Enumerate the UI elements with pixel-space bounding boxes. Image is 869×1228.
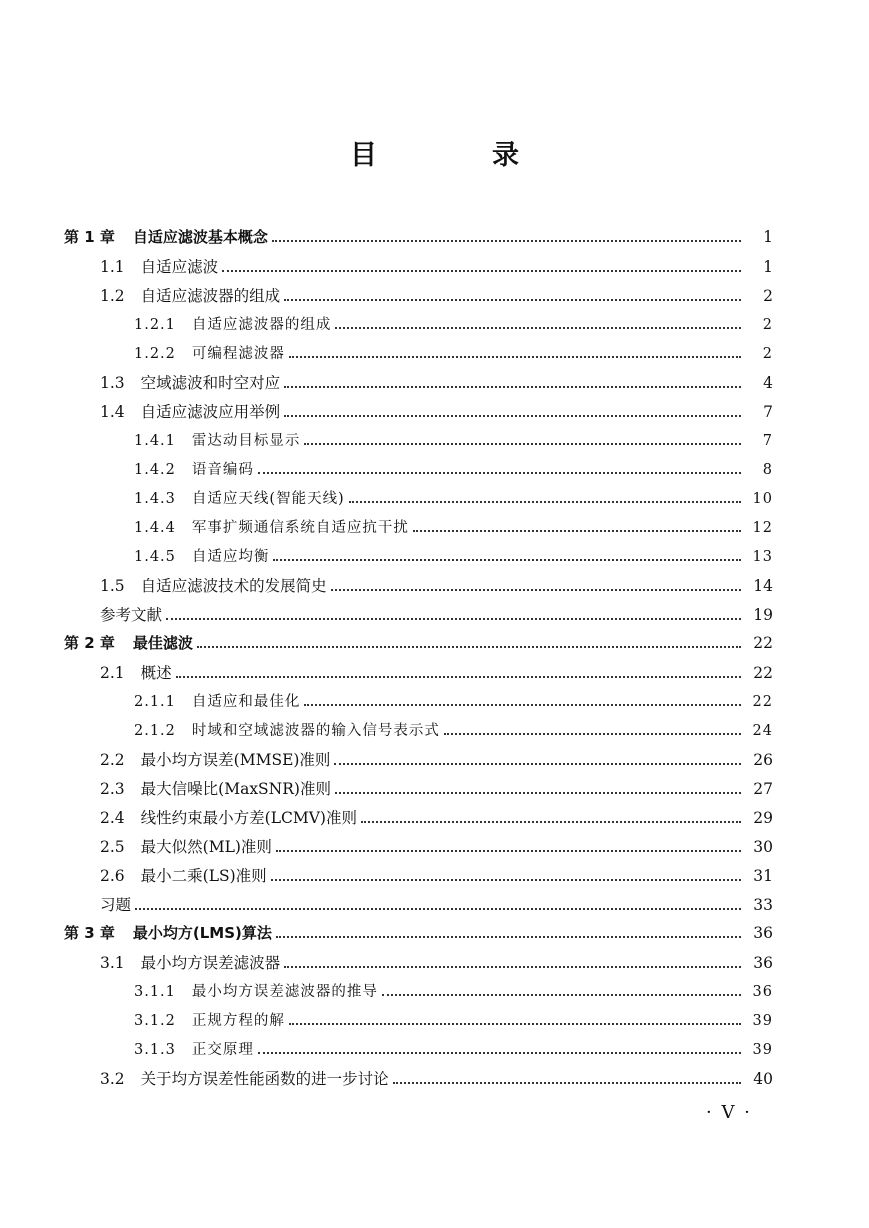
entry-page: 27 [753, 780, 773, 798]
dot-leader [393, 1082, 741, 1084]
entry-page: 39 [752, 1013, 773, 1029]
entry-number: 第 3 章 [64, 924, 115, 942]
entry-number: 3.1.2 [134, 1013, 176, 1029]
entry-number: 1.1 [100, 258, 125, 276]
entry-title: 最小均方误差滤波器 [140, 954, 281, 972]
dot-leader [444, 733, 741, 735]
toc-entry-3-2[interactable] [100, 1067, 773, 1095]
dot-leader [276, 936, 741, 938]
dot-leader [335, 327, 741, 329]
entry-page: 39 [752, 1042, 773, 1058]
toc-entry-3-1[interactable] [100, 951, 773, 979]
entry-page: 12 [752, 520, 773, 536]
entry-number: 1.3 [100, 374, 125, 392]
entry-page: 1 [763, 228, 773, 246]
toc-entry-1-3[interactable] [100, 371, 773, 399]
toc-entry-references[interactable] [100, 603, 773, 631]
entry-page: 22 [752, 694, 773, 710]
entry-page: 36 [753, 954, 773, 972]
entry-title: 自适应滤波技术的发展简史 [140, 577, 327, 595]
toc-entry-2-4[interactable] [100, 806, 773, 834]
entry-page: 8 [762, 462, 773, 478]
dot-leader [382, 994, 741, 996]
entry-page: 7 [762, 433, 773, 449]
dot-leader [349, 501, 741, 503]
entry-number: 第 1 章 [64, 228, 115, 246]
toc-entry-1-4-1[interactable] [134, 429, 773, 457]
toc-entry-2-2[interactable] [100, 748, 773, 776]
entry-title: 语音编码 [191, 462, 254, 478]
dot-leader [284, 299, 741, 301]
entry-title: 参考文献 [100, 606, 163, 624]
entry-title: 自适应滤波器的组成 [140, 287, 281, 305]
page-number-footer: · V · [706, 1102, 752, 1123]
toc-entry-3-1-3[interactable] [134, 1038, 773, 1066]
entry-title: 军事扩频通信系统自适应抗干扰 [191, 520, 409, 536]
dot-leader [222, 270, 741, 272]
toc-entry-1-4[interactable] [100, 400, 773, 428]
dot-leader [272, 240, 741, 242]
entry-page: 14 [753, 577, 773, 595]
entry-title: 最小均方(LMS)算法 [132, 924, 272, 942]
entry-title: 自适应和最佳化 [191, 694, 301, 710]
entry-number: 1.4 [100, 403, 125, 421]
entry-number: 1.5 [100, 577, 125, 595]
toc-entry-1-5[interactable] [100, 574, 773, 602]
entry-page: 4 [763, 374, 773, 392]
toc-entry-1-2[interactable] [100, 284, 773, 312]
toc-entry-2-3[interactable] [100, 777, 773, 805]
entry-title: 时域和空域滤波器的输入信号表示式 [191, 723, 440, 739]
entry-title: 线性约束最小方差(LCMV)准则 [140, 809, 357, 827]
entry-title: 最小均方误差(MMSE)准则 [140, 751, 331, 769]
entry-title: 自适应滤波器的组成 [191, 317, 332, 333]
toc-entry-1-1[interactable] [100, 255, 773, 283]
entry-number: 3.1.3 [134, 1042, 176, 1058]
dot-leader [413, 530, 741, 532]
toc-entry-1-4-2[interactable] [134, 458, 773, 486]
dot-leader [304, 704, 741, 706]
entry-number: 2.5 [100, 838, 125, 856]
toc-entry-2-6[interactable] [100, 864, 773, 892]
toc-entry-2-1-2[interactable] [134, 719, 773, 747]
entry-title: 自适应滤波基本概念 [132, 228, 268, 246]
entry-title: 正交原理 [191, 1042, 254, 1058]
entry-page: 10 [752, 491, 773, 507]
dot-leader [289, 356, 741, 358]
dot-leader [361, 821, 741, 823]
toc-entry-chapter-1[interactable] [64, 226, 773, 254]
entry-number: 1.4.4 [134, 520, 176, 536]
entry-number: 2.1.1 [134, 694, 176, 710]
entry-number: 2.2 [100, 751, 125, 769]
dot-leader [258, 1052, 741, 1054]
entry-page: 33 [753, 896, 773, 914]
dot-leader [276, 850, 741, 852]
entry-page: 22 [753, 664, 773, 682]
entry-page: 26 [753, 751, 773, 769]
toc-entry-chapter-2[interactable] [64, 632, 773, 660]
dot-leader [331, 589, 741, 591]
toc-entry-3-1-2[interactable] [134, 1009, 773, 1037]
dot-leader [335, 792, 741, 794]
toc-entry-2-1-1[interactable] [134, 690, 773, 718]
entry-title: 正规方程的解 [191, 1013, 285, 1029]
entry-number: 2.1.2 [134, 723, 176, 739]
entry-number: 1.2.1 [134, 317, 176, 333]
toc-entry-1-4-3[interactable] [134, 487, 773, 515]
dot-leader [273, 559, 741, 561]
entry-page: 22 [753, 634, 773, 652]
entry-title: 自适应均衡 [191, 549, 270, 565]
entry-page: 2 [762, 346, 773, 362]
entry-number: 1.2 [100, 287, 125, 305]
entry-page: 31 [753, 867, 773, 885]
dot-leader [334, 763, 741, 765]
dot-leader [176, 676, 741, 678]
dot-leader [271, 879, 741, 881]
entry-title: 概述 [140, 664, 172, 682]
toc-entry-2-5[interactable] [100, 835, 773, 863]
toc-entry-2-1[interactable] [100, 661, 773, 689]
dot-leader [135, 908, 741, 910]
toc-entry-1-4-4[interactable] [134, 516, 773, 544]
entry-number: 1.4.3 [134, 491, 176, 507]
entry-page: 1 [763, 258, 773, 276]
entry-page: 2 [763, 287, 773, 305]
entry-number: 2.6 [100, 867, 125, 885]
entry-page: 24 [752, 723, 773, 739]
entry-title: 自适应滤波 [140, 258, 219, 276]
entry-page: 30 [753, 838, 773, 856]
toc-entry-3-1-1[interactable] [134, 980, 773, 1008]
entry-page: 29 [753, 809, 773, 827]
entry-number: 1.4.5 [134, 549, 176, 565]
toc-entry-1-2-1[interactable] [134, 313, 773, 341]
entry-title: 自适应滤波应用举例 [140, 403, 281, 421]
entry-page: 13 [752, 549, 773, 565]
entry-number: 1.4.2 [134, 462, 176, 478]
entry-title: 最大信噪比(MaxSNR)准则 [140, 780, 331, 798]
entry-title: 最小均方误差滤波器的推导 [191, 984, 378, 1000]
entry-page: 7 [763, 403, 773, 421]
entry-title: 最佳滤波 [132, 634, 193, 652]
dot-leader [304, 443, 741, 445]
dot-leader [284, 386, 741, 388]
entry-page: 40 [753, 1070, 773, 1088]
dot-leader [258, 472, 741, 474]
entry-title: 关于均方误差性能函数的进一步讨论 [140, 1070, 389, 1088]
entry-title: 最大似然(ML)准则 [140, 838, 272, 856]
entry-number: 第 2 章 [64, 634, 115, 652]
dot-leader [284, 415, 741, 417]
entry-number: 1.2.2 [134, 346, 176, 362]
entry-number: 3.1 [100, 954, 125, 972]
toc-entry-chapter-3[interactable] [64, 922, 773, 950]
dot-leader [284, 966, 741, 968]
entry-page: 19 [753, 606, 773, 624]
dot-leader [197, 646, 741, 648]
entry-number: 2.3 [100, 780, 125, 798]
entry-page: 36 [752, 984, 773, 1000]
entry-title: 最小二乘(LS)准则 [140, 867, 267, 885]
entry-title: 空域滤波和时空对应 [140, 374, 281, 392]
entry-number: 3.2 [100, 1070, 125, 1088]
entry-number: 3.1.1 [134, 984, 176, 1000]
toc-entry-exercises[interactable] [100, 893, 773, 921]
toc-entry-1-2-2[interactable] [134, 342, 773, 370]
entry-title: 可编程滤波器 [191, 346, 285, 362]
entry-number: 2.1 [100, 664, 125, 682]
entry-title: 自适应天线(智能天线) [191, 491, 345, 507]
entry-number: 2.4 [100, 809, 125, 827]
entry-page: 2 [762, 317, 773, 333]
entry-title: 雷达动目标显示 [191, 433, 301, 449]
dot-leader [166, 618, 741, 620]
entry-number: 1.4.1 [134, 433, 176, 449]
page-title: 目 录 [350, 140, 563, 171]
toc-entry-1-4-5[interactable] [134, 545, 773, 573]
dot-leader [289, 1023, 741, 1025]
entry-page: 36 [753, 924, 773, 942]
entry-title: 习题 [100, 896, 132, 914]
